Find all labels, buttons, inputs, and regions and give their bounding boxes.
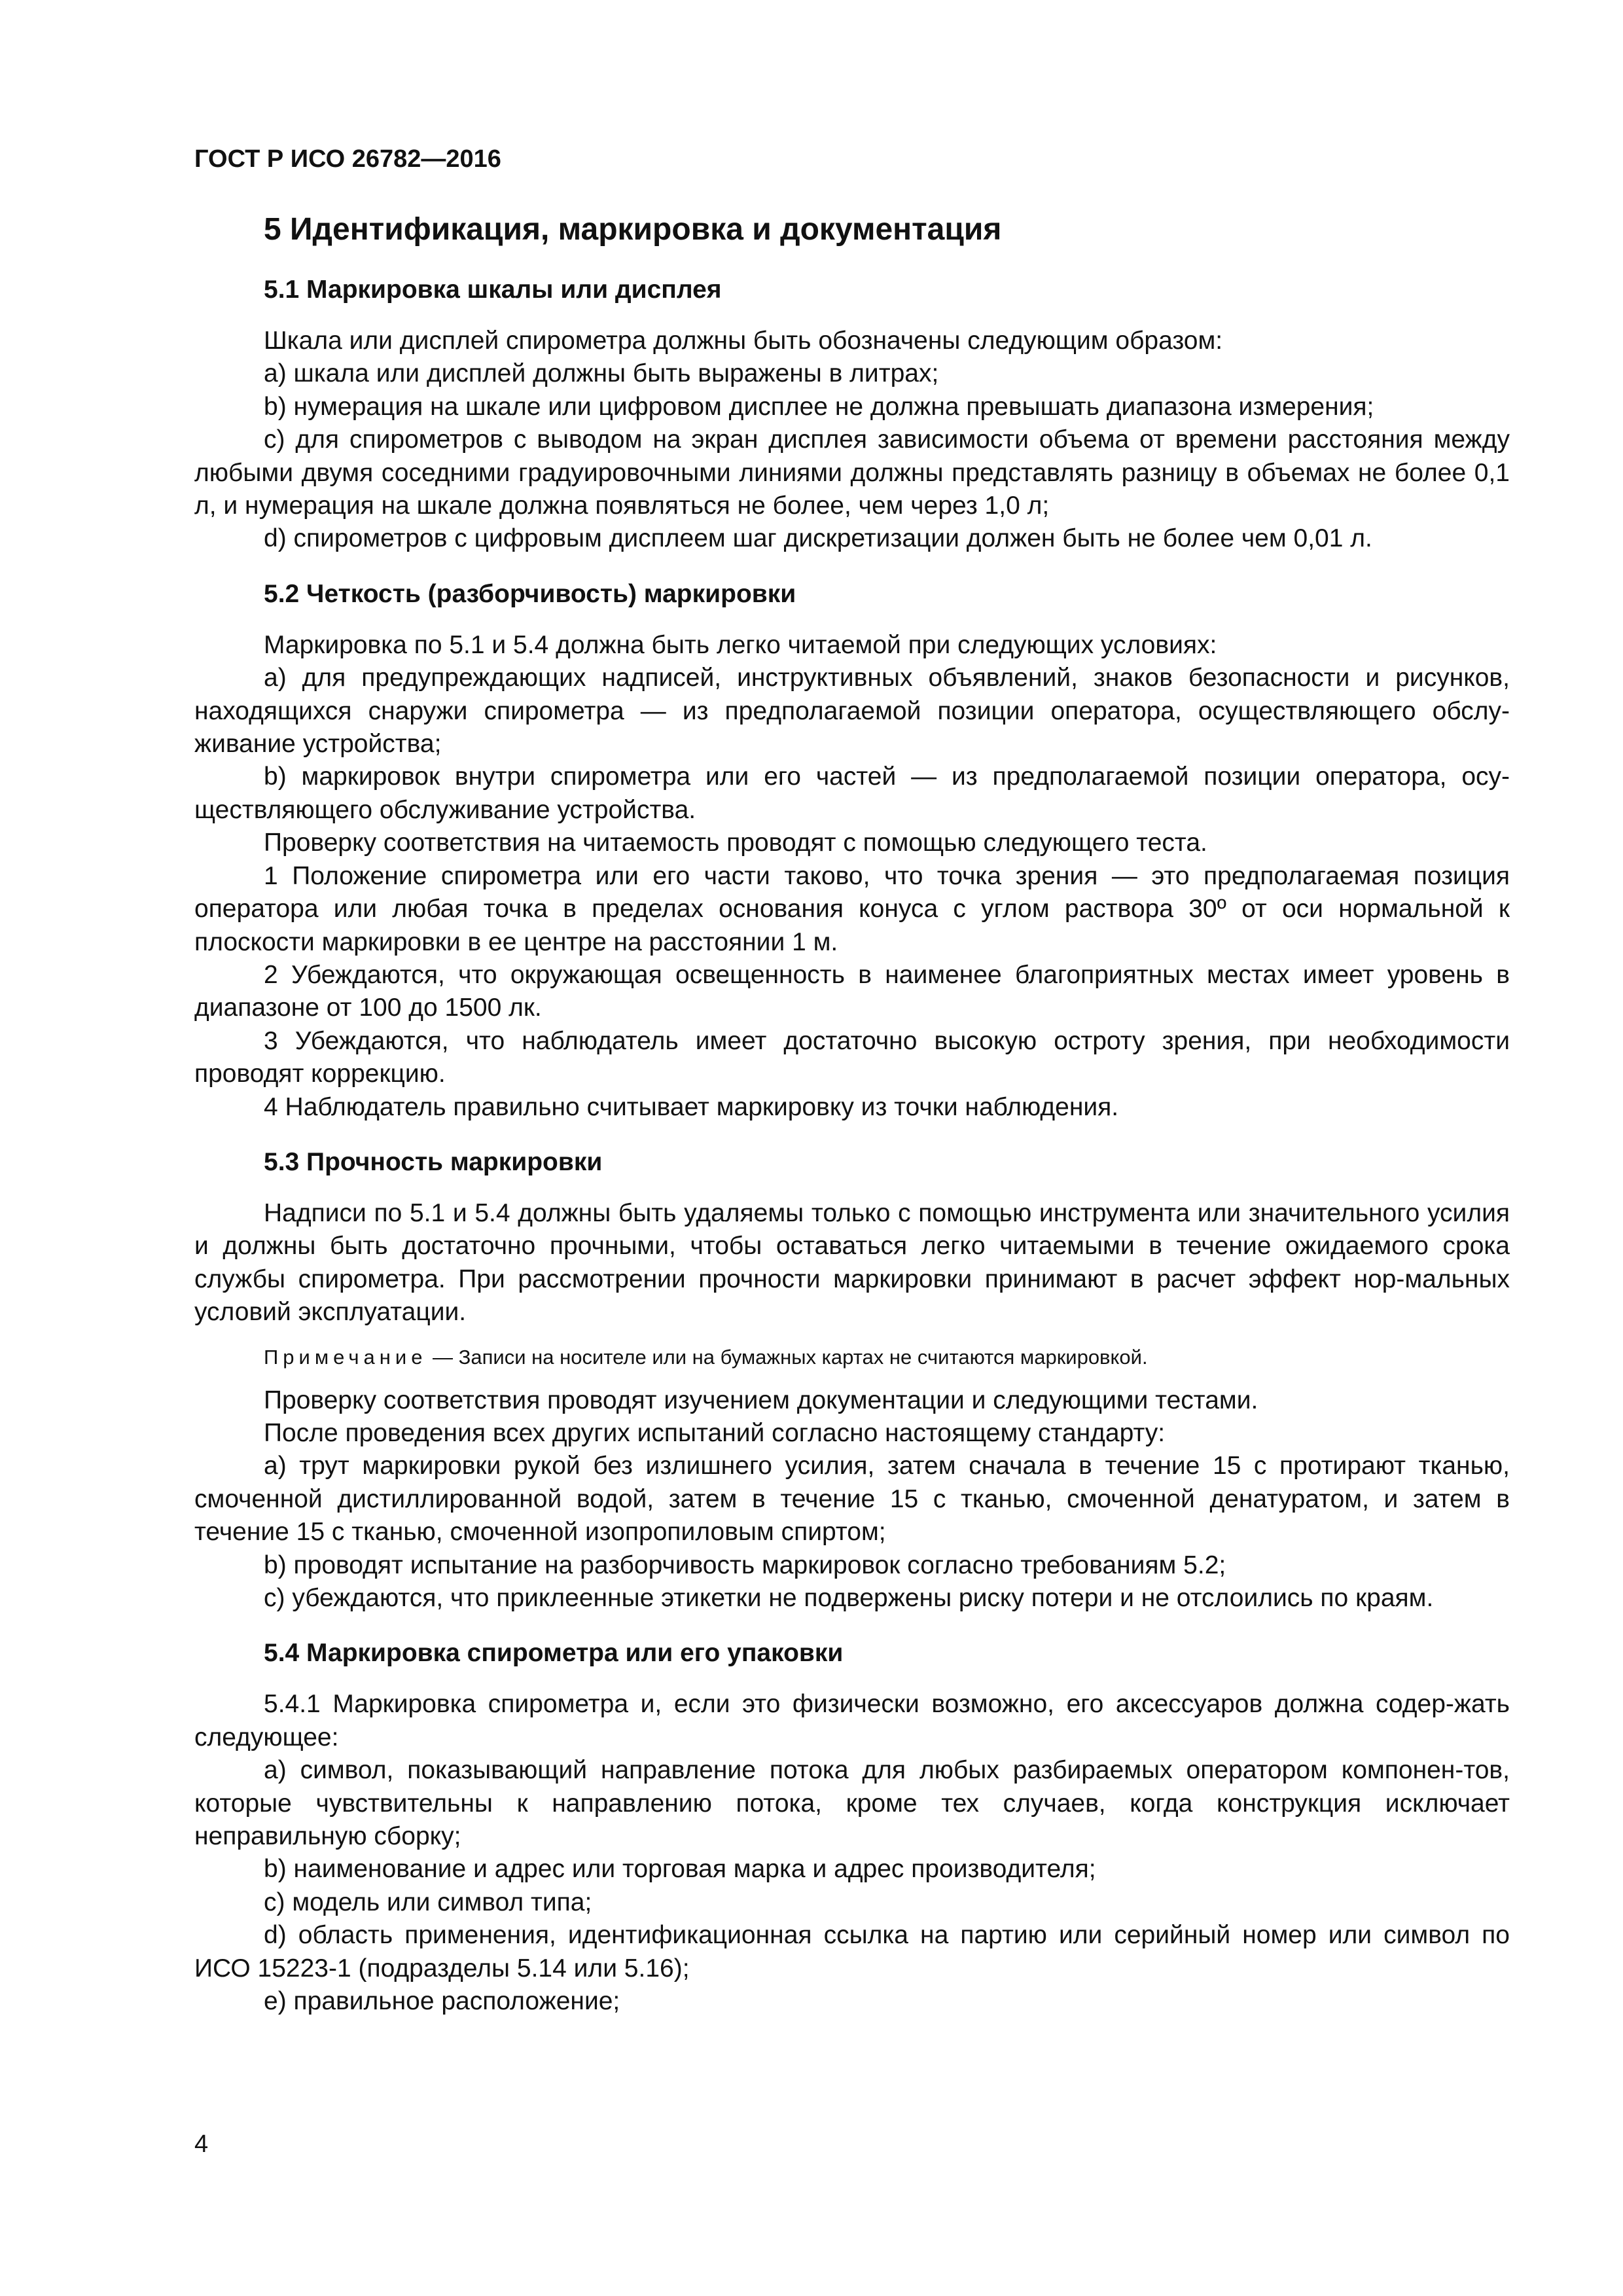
- test-step-3: 3 Убеждаются, что наблюдатель имеет достаточно высокую остроту зрения, при необходимости проводят коррекцию.: [194, 1026, 1510, 1088]
- subsection-title-5-4: 5.4 Маркировка спирометра или его упаковки: [264, 1639, 844, 1668]
- list-item-b: b) проводят испытание на разборчивость маркировок согласно требованиям 5.2;: [264, 1551, 1226, 1579]
- list-item-b: b) маркировок внутри спирометра или его частей — из предполагаемой позиции оператора, осу-ществляющего обслуживание устройства.: [194, 762, 1510, 824]
- list-item-a: a) для предупреждающих надписей, инструктивных объявлений, знаков безопасности и рисунков, находящихся снаружи спирометра — из предполагаемой позиции оператора, осуществляющего обслу-живание устройства;: [194, 664, 1510, 759]
- note: [194, 1344, 1510, 1371]
- paragraph: 5.4.1 Маркировка спирометра и, если это физически возможно, его аксессуаров должна содер-жать следующее:: [194, 1690, 1510, 1751]
- paragraph: Проверку соответствия проводят изучением документации и следующими тестами.: [264, 1386, 1258, 1414]
- list-item-d: d) область применения, идентификационная ссылка на партию или серийный номер или символ по ИСО 15223-1 (подразделы 5.14 или 5.16);: [194, 1921, 1510, 1982]
- page-content: [194, 143, 1510, 2018]
- list-item-c: c) убеждаются, что приклеенные этикетки не подвержены риску потери и не отслоились по краям.: [264, 1584, 1434, 1612]
- list-item-d: d) спирометров с цифровым дисплеем шаг дискретизации должен быть не более чем 0,01 л.: [264, 524, 1372, 553]
- note-text: — Записи на носителе или на бумажных картах не считаются маркировкой.: [427, 1345, 1148, 1369]
- list-item-a: a) трут маркировки рукой без излишнего усилия, затем сначала в течение 15 с протирают тканью, смоченной дистиллированной водой, затем в течение 15 с тканью, смоченной денатуратом, и затем в течение 15 с тканью, смоченной изопропиловым спиртом;: [194, 1452, 1510, 1547]
- list-item-b: b) наименование и адрес или торговая марка и адрес производителя;: [264, 1855, 1096, 1884]
- note-label: Примечание: [264, 1345, 427, 1369]
- page-number: 4: [194, 2130, 209, 2158]
- list-item-e: e) правильное расположение;: [264, 1987, 620, 2016]
- section-title: 5 Идентификация, маркировка и документация: [264, 212, 1002, 247]
- subsection-title-5-2: 5.2 Четкость (разборчивость) маркировки: [264, 579, 796, 608]
- subsection-title-5-1: 5.1 Маркировка шкалы или дисплея: [264, 276, 722, 304]
- paragraph: Шкала или дисплей спирометра должны быть обозначены следующим образом:: [264, 327, 1223, 355]
- test-step-2: 2 Убеждаются, что окружающая освещенность в наименее благоприятных местах имеет уровень в диапазоне от 100 до 1500 лк.: [194, 960, 1510, 1022]
- paragraph: После проведения всех других испытаний согласно настоящему стандарту:: [264, 1418, 1166, 1447]
- subsection-title-5-3: 5.3 Прочность маркировки: [264, 1147, 603, 1176]
- list-item-a: a) шкала или дисплей должны быть выражены в литрах;: [264, 359, 939, 388]
- list-item-a: a) символ, показывающий направление потока для любых разбираемых оператором компонен-тов, которые чувствительны к направлению потока, кроме тех случаев, когда конструкция исключает неправильную сборку;: [194, 1756, 1510, 1851]
- paragraph: Надписи по 5.1 и 5.4 должны быть удаляемы только с помощью инструмента или значительного усилия и должны быть достаточно прочными, чтобы оставаться легко читаемыми в течение ожидаемого срока службы спирометра. При рассмотрении прочности маркировки принимают в расчет эффект нор-мальных условий эксплуатации.: [194, 1198, 1510, 1327]
- document-id: ГОСТ Р ИСО 26782—2016: [194, 145, 501, 173]
- paragraph: Маркировка по 5.1 и 5.4 должна быть легко читаемой при следующих условиях:: [264, 630, 1217, 659]
- paragraph: Проверку соответствия на читаемость проводят с помощью следующего теста.: [264, 829, 1207, 857]
- test-step-4: 4 Наблюдатель правильно считывает маркировку из точки наблюдения.: [264, 1092, 1119, 1121]
- test-step-1: 1 Положение спирометра или его части таково, что точка зрения — это предполагаемая позиция оператора или любая точка в пределах основания конуса с углом раствора 30º от оси нормальной к плоскости маркировки в ее центре на расстоянии 1 м.: [194, 861, 1510, 956]
- list-item-b: b) нумерация на шкале или цифровом дисплее не должна превышать диапазона измерения;: [264, 392, 1374, 421]
- list-item-c: c) модель или символ типа;: [264, 1888, 592, 1916]
- list-item-c: c) для спирометров с выводом на экран дисплея зависимости объема от времени расстояния между любыми двумя соседними градуировочными линиями должны представлять разницу в объемах не более 0,1 л, и нумерация на шкале должна появляться не более, чем через 1,0 л;: [194, 425, 1510, 520]
